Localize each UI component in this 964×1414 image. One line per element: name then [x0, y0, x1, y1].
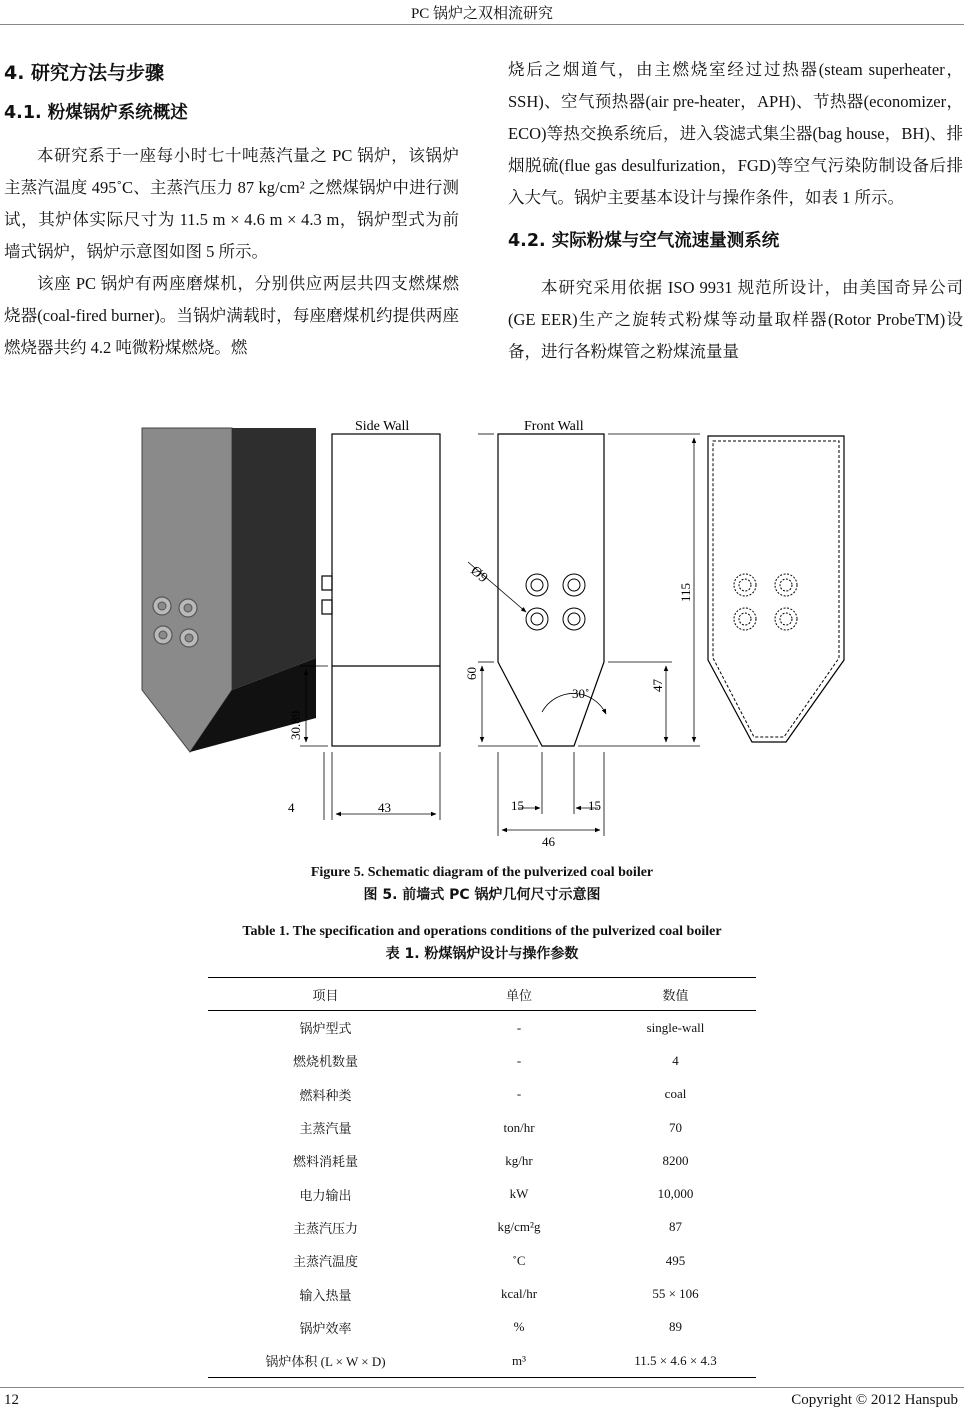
table-row	[208, 1177, 756, 1210]
dim-47: 47	[650, 679, 665, 692]
table-cell: 11.5 × 4.6 × 4.3	[595, 1344, 756, 1378]
paragraph-4-1-c: 烧后之烟道气，由主燃烧室经过过热器(steam superheater，SSH)、空气预热器(air pre-heater，APH)、节热器(economizer，ECO)等热交换系统后，进入袋滤式集尘器(bag house，BH)、排烟脱硫(flue gas desulfurization，FGD)等空气污染防制设备后排入大气。锅炉主要基本设计与操作条件，如表 1 所示。	[508, 60, 963, 207]
table-cell: ton/hr	[503, 1119, 535, 1135]
table-cell: 主蒸汽压力	[292, 1220, 358, 1236]
table-cell: 4	[672, 1052, 679, 1068]
table-cell: 主蒸汽量	[299, 1121, 352, 1137]
table-cell: kW	[509, 1186, 529, 1202]
page-number: 12	[4, 1392, 19, 1408]
table-row	[208, 1244, 756, 1277]
running-head: PC 锅炉之双相流研究	[410, 6, 554, 22]
table-cell: 10,000	[657, 1186, 694, 1202]
section-title: 4. 研究方法与步骤	[4, 62, 165, 84]
figure-caption-cn: 图 5. 前墙式 PC 锅炉几何尺寸示意图	[363, 887, 601, 903]
table-cell: m³	[443, 1344, 595, 1378]
dashed-outline-view	[708, 436, 844, 742]
table-cell: 燃烧机数量	[292, 1054, 358, 1070]
table-cell: 55 × 106	[652, 1286, 699, 1302]
table-row	[208, 1277, 756, 1310]
table-header-row	[208, 978, 756, 1011]
table-cell: %	[513, 1319, 525, 1335]
table-cell: 输入热量	[299, 1287, 352, 1303]
figure-caption-en: Figure 5. Schematic diagram of the pulverized coal boiler	[310, 865, 654, 880]
table-cell: 主蒸汽温度	[292, 1254, 358, 1270]
table-cell: kcal/hr	[500, 1286, 538, 1302]
boiler-3d-view	[142, 428, 316, 752]
table-cell: 锅炉效率	[299, 1320, 352, 1336]
dim-4: 4	[288, 800, 295, 815]
table-header-value: 数值	[595, 978, 756, 1011]
side-wall-label: Side Wall	[355, 419, 410, 434]
paragraph-4-1-a: 本研究系于一座每小时七十吨蒸汽量之 PC 锅炉，该锅炉主蒸汽温度 495˚C、主蒸汽压力 87 kg/cm² 之燃煤锅炉中进行测试，其炉体实际尺寸为 11.5 m × 4.6 m × 4.3 m，锅炉型式为前墙式锅炉，锅炉示意图如图 5 所示。	[4, 146, 459, 261]
table-row	[208, 1011, 756, 1045]
front-wall-view	[468, 434, 700, 836]
table-header-item: 项目	[208, 978, 443, 1011]
dim-15-left: 15	[511, 798, 524, 813]
table-cell: 87	[669, 1219, 682, 1235]
table-cell: 燃料种类	[299, 1087, 352, 1103]
paragraph-4-1-b: 该座 PC 锅炉有两座磨煤机，分别供应两层共四支燃煤燃烧器(coal-fired burner)。当锅炉满载时，每座磨煤机约提供两座燃烧器共约 4.2 吨微粉煤燃烧。燃	[4, 274, 459, 357]
table-cell: 495	[665, 1252, 686, 1268]
dim-30-degree: 30˚	[572, 686, 590, 701]
left-column	[4, 54, 459, 364]
table-cell: kg/cm²g	[497, 1219, 541, 1235]
footer-rule	[0, 1387, 964, 1388]
dim-46: 46	[542, 834, 555, 849]
table-cell: -	[516, 1086, 522, 1102]
table-cell: kg/hr	[505, 1152, 533, 1168]
copyright-notice: Copyright © 2012 Hanspub	[791, 1392, 958, 1408]
boiler-schematic-figure	[128, 412, 848, 862]
table-row	[208, 1311, 756, 1344]
table-row	[208, 1044, 756, 1077]
table-cell: -	[516, 1052, 522, 1068]
paragraph-4-2-a: 本研究采用依据 ISO 9931 规范所设计，由美国奇异公司(GE EER)生产之旋转式粉煤等动量取样器(Rotor ProbeTM)设备，进行各粉煤管之粉煤流量量	[508, 278, 963, 361]
side-wall-view	[300, 434, 440, 820]
table-row	[208, 1111, 756, 1144]
table-header-unit: 单位	[443, 978, 595, 1011]
dim-43: 43	[378, 800, 391, 815]
table-cell: 锅炉体积 (L × W × D)	[208, 1344, 443, 1378]
table-cell: 燃料消耗量	[292, 1154, 358, 1170]
table-cell: 8200	[662, 1152, 689, 1168]
table-cell: 锅炉型式	[299, 1021, 352, 1037]
table-caption-cn: 表 1. 粉煤锅炉设计与操作参数	[385, 946, 579, 962]
table-row	[208, 1078, 756, 1111]
header-rule	[0, 24, 964, 25]
table-cell: coal	[664, 1086, 687, 1102]
table-cell: 70	[669, 1119, 682, 1135]
dim-30-89: 30.89	[288, 710, 303, 740]
table-caption-en: Table 1. The specification and operations conditions of the pulverized coal boiler	[242, 924, 722, 939]
table-cell: ˚C	[512, 1252, 526, 1268]
front-wall-label: Front Wall	[524, 419, 584, 434]
right-column	[508, 54, 963, 368]
table-cell: 89	[669, 1319, 682, 1335]
table-cell: single-wall	[646, 1019, 705, 1035]
dim-15-right: 15	[588, 798, 601, 813]
table-row	[208, 1144, 756, 1177]
subsection-title-4-2: 4.2. 实际粉煤与空气流速量测系统	[508, 231, 780, 251]
dim-60: 60	[464, 667, 479, 680]
spec-table	[208, 977, 756, 1378]
dim-phi-9: Ø9	[467, 563, 491, 587]
table-cell: -	[516, 1019, 522, 1035]
table-row	[208, 1344, 756, 1378]
subsection-title-4-1: 4.1. 粉煤锅炉系统概述	[4, 103, 188, 123]
dim-115: 115	[678, 582, 693, 602]
table-cell: 电力输出	[299, 1187, 352, 1203]
table-row	[208, 1211, 756, 1244]
